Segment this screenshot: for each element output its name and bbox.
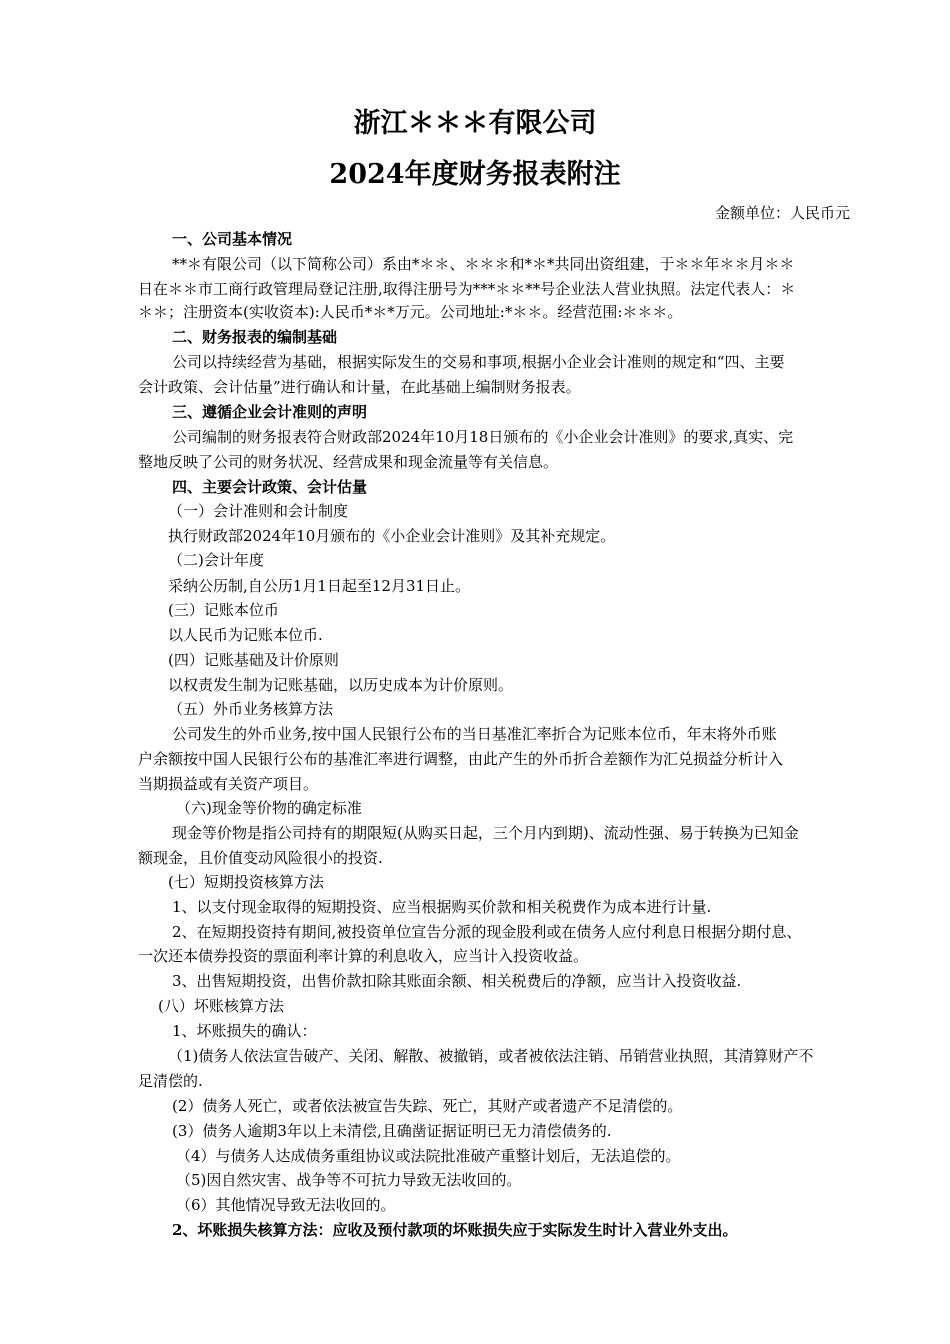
report-title: 2024年度财务报表附注 <box>329 159 621 190</box>
subsection-title: (三）记账本位币 <box>168 601 279 619</box>
list-item: (3）债务人逾期3年以上未清偿,且确凿证据证明已无力清偿债务的. <box>172 1122 612 1140</box>
list-item: 1、坏账损失的确认： <box>172 1022 317 1040</box>
paragraph-line: 户余额按中国人民银行公布的基准汇率进行调整，由此产生的外币折合差额作为汇兑损益分析计入 <box>138 750 784 768</box>
subsection-title: (八）坏账核算方法 <box>158 997 284 1015</box>
subsection-title: (七）短期投资核算方法 <box>168 873 324 891</box>
list-item: （1)债务人依法宣告破产、关闭、解散、被撤销，或者被依法注销、吊销营业执照，其清算财产不 <box>168 1047 814 1065</box>
subsection-title: （一）会计准则和会计制度 <box>168 502 349 520</box>
list-item: 2、在短期投资持有期间,被投资单位宣告分派的现金股利或在债务人应付利息日根据分期付息、 <box>172 923 802 941</box>
list-item: （6）其他情况导致无法收回的。 <box>176 1196 396 1214</box>
paragraph-line: 采纳公历制,自公历1月1日起至12月31日止。 <box>168 577 471 595</box>
list-item: （4）与债务人达成债务重组协议或法院批准破产重整计划后，无法追偿的。 <box>176 1147 681 1165</box>
paragraph-line: 当期损益或有关资产项目。 <box>138 775 319 793</box>
bad-debt-method: 2、坏账损失核算方法：应收及预付款项的坏账损失应于实际发生时计入营业外支出。 <box>172 1221 738 1239</box>
paragraph-line: 整地反映了公司的财务状况、经营成果和现金流量等有关信息。 <box>138 453 559 471</box>
company-title: 浙江＊＊＊有限公司 <box>353 108 597 139</box>
section-heading: 三、遵循企业会计准则的声明 <box>172 403 368 421</box>
list-item: （5)因自然灾害、战争等不可抗力导致无法收回的。 <box>176 1171 522 1189</box>
subsection-title: （六)现金等价物的确定标准 <box>176 799 362 817</box>
paragraph-line: 额现金，且价值变动风险很小的投资. <box>138 849 383 867</box>
section-heading: 二、财务报表的编制基础 <box>172 328 338 346</box>
list-item: 1、以支付现金取得的短期投资、应当根据购买价款和相关税费作为成本进行计量. <box>172 898 712 916</box>
paragraph-line: **＊有限公司（以下简称公司）系由*＊＊、＊＊＊和*＊*共同出资组建，于＊＊年＊＊月＊＊ <box>172 255 795 273</box>
paragraph-line: 以权责发生制为记账基础，以历史成本为计价原则。 <box>168 676 514 694</box>
list-item: 足清偿的. <box>138 1072 203 1090</box>
paragraph-line: 公司以持续经营为基础，根据实际发生的交易和事项,根据小企业会计准则的规定和“四、主要 <box>172 353 785 371</box>
paragraph-line: 公司发生的外币业务,按中国人民银行公布的当日基准汇率折合为记账本位币，年末将外币账 <box>172 725 777 743</box>
paragraph-line: ＊＊；注册资本(实收资本):人民币*＊*万元。公司地址:*＊＊。经营范围:＊＊＊。 <box>138 303 683 321</box>
paragraph-line: 公司编制的财务报表符合财政部2024年10月18日颁布的《小企业会计准则》的要求,真实、完 <box>172 428 794 446</box>
paragraph-line: 会计政策、会计估量”进行确认和计量，在此基础上编制财务报表。 <box>138 378 581 396</box>
paragraph-line: 日在＊＊市工商行政管理局登记注册,取得注册号为***＊＊**号企业法人营业执照。法定代表人：＊ <box>138 280 796 298</box>
currency-unit: 金额单位：人民币元 <box>714 204 850 222</box>
paragraph-line: 执行财政部2024年10月颁布的《小企业会计准则》及其补充规定。 <box>168 527 616 545</box>
subsection-title: （五）外币业务核算方法 <box>168 700 334 718</box>
list-item: (2）债务人死亡，或者依法被宣告失踪、死亡，其财产或者遗产不足清偿的。 <box>172 1097 683 1115</box>
paragraph-line: 以人民币为记账本位币. <box>168 626 323 644</box>
subsection-title: （二)会计年度 <box>168 551 264 569</box>
paragraph-line: 现金等价物是指公司持有的期限短(从购买日起，三个月内到期)、流动性强、易于转换为已知金 <box>172 824 799 842</box>
list-item: 一次还本债券投资的票面利率计算的利息收入，应当计入投资收益。 <box>138 947 589 965</box>
section-heading: 四、主要会计政策、会计估量 <box>172 478 368 496</box>
section-heading: 一、公司基本情况 <box>172 230 293 248</box>
list-item: 3、出售短期投资，出售价款扣除其账面余额、相关税费后的净额，应当计入投资收益. <box>172 972 742 990</box>
subsection-title: (四）记账基础及计价原则 <box>168 651 339 669</box>
